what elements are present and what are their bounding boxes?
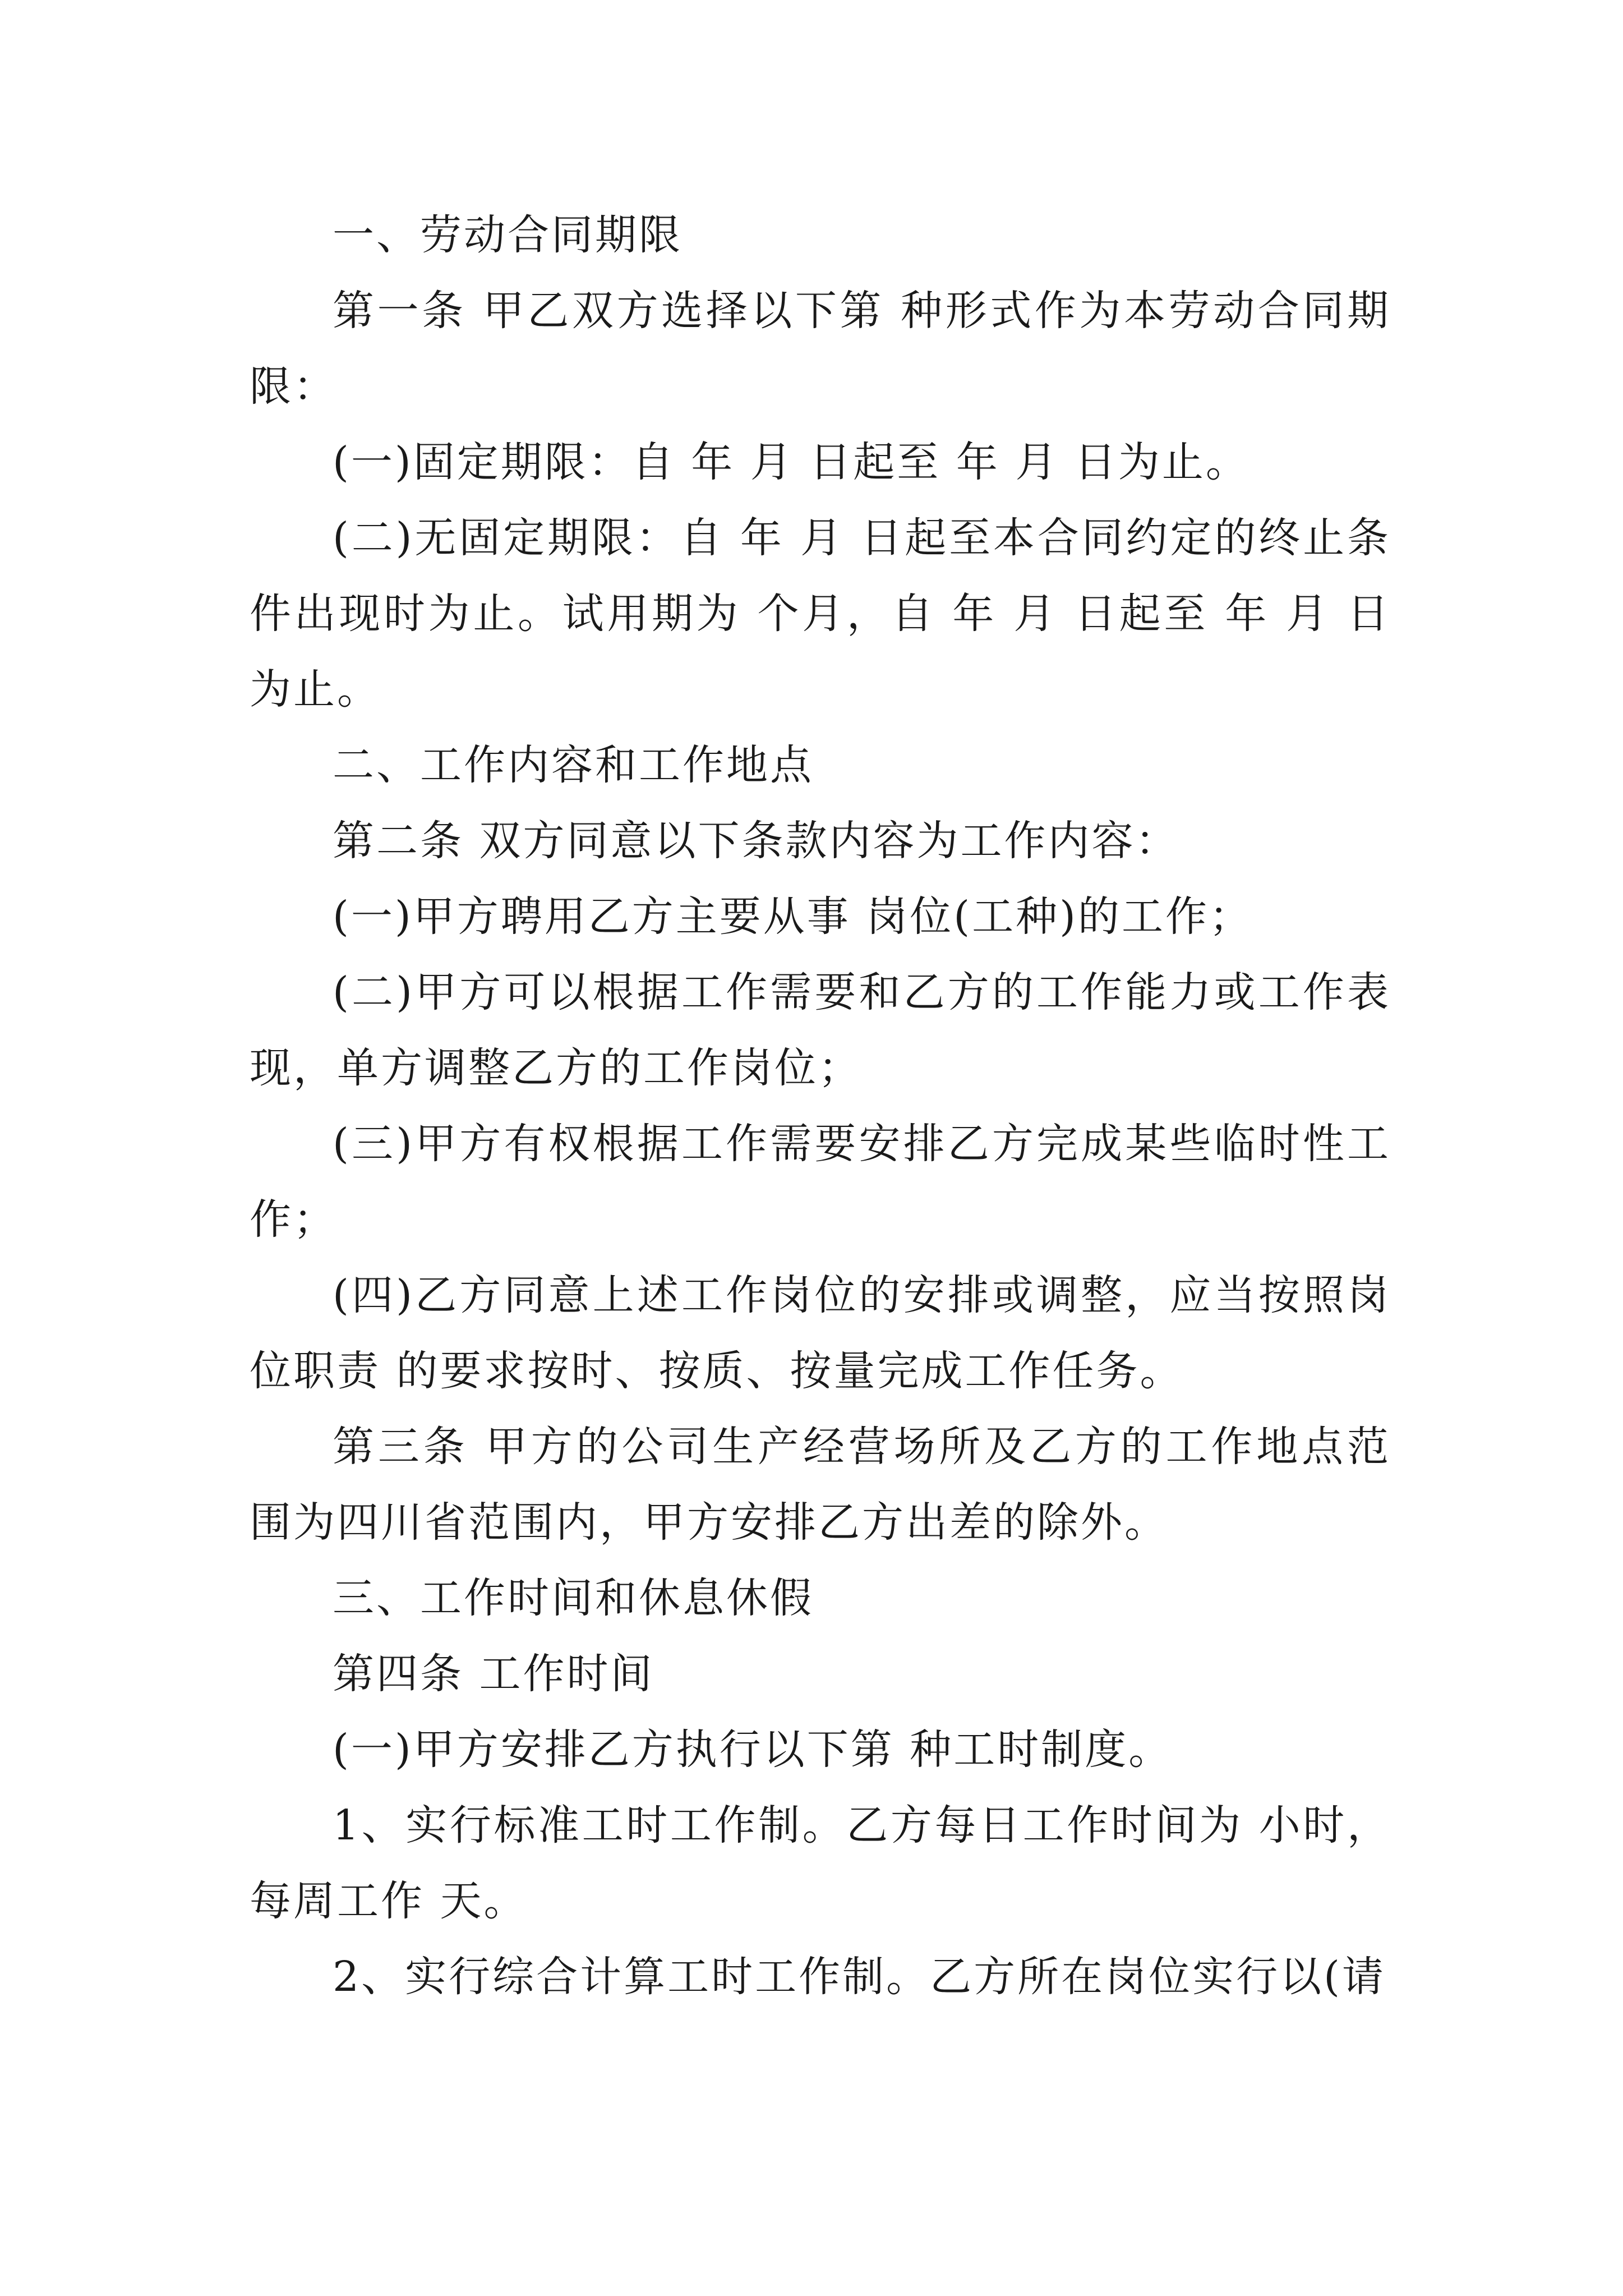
article-1-item-2: (二)无固定期限：自 年 月 日起至本合同约定的终止条件出现时为止。试用期为 个月，自 年 月 日起至 年 月 日为止。 (250, 514, 1391, 714)
contract-body (250, 197, 1391, 2015)
article-4: 第四条 工作时间 (333, 1650, 654, 1698)
article-4-item-1: (一)甲方安排乙方执行以下第 种工时制度。 (333, 1726, 1173, 1774)
article-2-item-3: (三)甲方有权根据工作需要安排乙方完成某些临时性工作； (250, 1120, 1391, 1244)
article-3: 第三条 甲方的公司生产经营场所及乙方的工作地点范围为四川省范围内，甲方安排乙方出差的除外。 (250, 1423, 1391, 1547)
article-4-standard-hours: 1、实行标准工时工作制。乙方每日工作时间为 小时，每周工作 天。 (250, 1801, 1391, 1925)
article-2-item-1: (一)甲方聘用乙方主要从事 岗位(工种)的工作； (333, 892, 1253, 941)
section-heading-contract-term: 一、劳动合同期限 (333, 211, 683, 259)
article-1: 第一条 甲乙双方选择以下第 种形式作为本劳动合同期限： (250, 287, 1391, 411)
section-heading-working-hours: 三、工作时间和休息休假 (333, 1574, 814, 1622)
section-heading-work-content: 二、工作内容和工作地点 (333, 741, 814, 789)
article-1-item-1: (一)固定期限：自 年 月 日起至 年 月 日为止。 (333, 438, 1249, 486)
article-2: 第二条 双方同意以下条款内容为工作内容： (333, 817, 1179, 865)
article-2-item-4: (四)乙方同意上述工作岗位的安排或调整，应当按照岗位职责 的要求按时、按质、按量完成工作任务。 (250, 1271, 1391, 1395)
article-2-item-2: (二)甲方可以根据工作需要和乙方的工作能力或工作表现，单方调整乙方的工作岗位； (250, 968, 1391, 1092)
article-4-comprehensive-hours: 2、实行综合计算工时工作制。乙方所在岗位实行以(请 (333, 1953, 1386, 2001)
